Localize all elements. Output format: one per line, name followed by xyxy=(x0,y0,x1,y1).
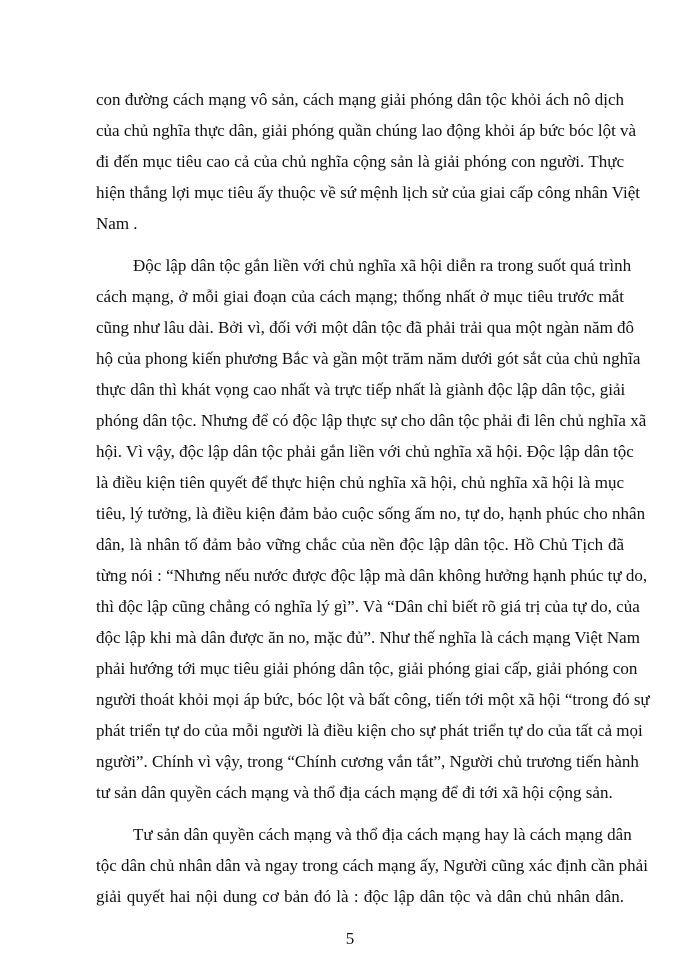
text-line: hội. Vì vậy, độc lập dân tộc phải gắn liền với chủ nghĩa xã hội. Độc lập dân tộc xyxy=(96,442,634,461)
text-line: Tư sản dân quyền cách mạng và thổ địa cách mạng hay là cách mạng dân xyxy=(133,825,632,844)
text-line: giải quyết hai nội dung cơ bản đó là : độc lập dân tộc và dân chủ nhân dân. xyxy=(96,887,624,906)
text-line: đi đến mục tiêu cao cả của chủ nghĩa cộng sản là giải phóng con người. Thực xyxy=(96,152,624,171)
text-line: phát triển tự do của mỗi người là điều kiện cho sự phát triển tự do của tất cả mọi xyxy=(96,721,643,740)
text-line: hiện thắng lợi mục tiêu ấy thuộc về sứ mệnh lịch sử của giai cấp công nhân Việt xyxy=(96,183,640,202)
text-line: Nam . xyxy=(96,214,138,233)
text-line: là điều kiện tiên quyết để thực hiện chủ nghĩa xã hội, chủ nghĩa xã hội là mục xyxy=(96,473,624,492)
text-line: dân, là nhân tố đảm bảo vững chắc của nền độc lập dân tộc. Hồ Chủ Tịch đã xyxy=(96,535,624,554)
page-number: 5 xyxy=(345,929,355,948)
text-line: con đường cách mạng vô sản, cách mạng giải phóng dân tộc khỏi ách nô dịch xyxy=(96,90,624,109)
text-line: hộ của phong kiến phương Bắc và gần một trăm năm dưới gót sắt của chủ nghĩa xyxy=(96,349,641,368)
text-line: độc lập khi mà dân được ăn no, mặc đủ”. Như thế nghĩa là cách mạng Việt Nam xyxy=(96,628,640,647)
text-line: tộc dân chủ nhân dân và ngay trong cách mạng ấy, Người cũng xác định cần phải xyxy=(96,856,648,875)
text-line: của chủ nghĩa thực dân, giải phóng quần chúng lao động khỏi áp bức bóc lột và xyxy=(96,121,637,140)
text-line: cũng như lâu dài. Bởi vì, đối với một dân tộc đã phải trải qua một ngàn năm đô xyxy=(96,318,635,337)
text-line: Độc lập dân tộc gắn liền với chủ nghĩa xã hội diễn ra trong suốt quá trình xyxy=(133,256,632,275)
text-line: thực dân thì khát vọng cao nhất và trực tiếp nhất là giành độc lập dân tộc, giải xyxy=(96,380,626,399)
text-line: phải hướng tới mục tiêu giải phóng dân tộc, giải phóng giai cấp, giải phóng con xyxy=(96,659,638,678)
text-line: từng nói : “Nhưng nếu nước được độc lập mà dân không hưởng hạnh phúc tự do, xyxy=(96,566,648,585)
text-line: người thoát khỏi mọi áp bức, bóc lột và bất công, tiến tới một xã hội “trong đó sự xyxy=(96,690,650,709)
text-line: người”. Chính vì vậy, trong “Chính cương vắn tắt”, Người chủ trương tiến hành xyxy=(96,752,639,771)
text-line: cách mạng, ở mỗi giai đoạn của cách mạng; thống nhất ở mục tiêu trước mắt xyxy=(96,287,624,306)
text-line: tiêu, lý tưởng, là điều kiện đảm bảo cuộc sống ấm no, tự do, hạnh phúc cho nhân xyxy=(96,504,646,523)
text-line: thì độc lập cũng chẳng có nghĩa lý gì”. Và “Dân chỉ biết rõ giá trị của tự do, của xyxy=(96,597,640,616)
text-line: tư sản dân quyền cách mạng và thổ địa cách mạng để đi tới xã hội cộng sản. xyxy=(96,783,613,802)
text-line: phóng dân tộc. Nhưng để có độc lập thực sự cho dân tộc phải đi lên chủ nghĩa xã xyxy=(96,411,647,430)
